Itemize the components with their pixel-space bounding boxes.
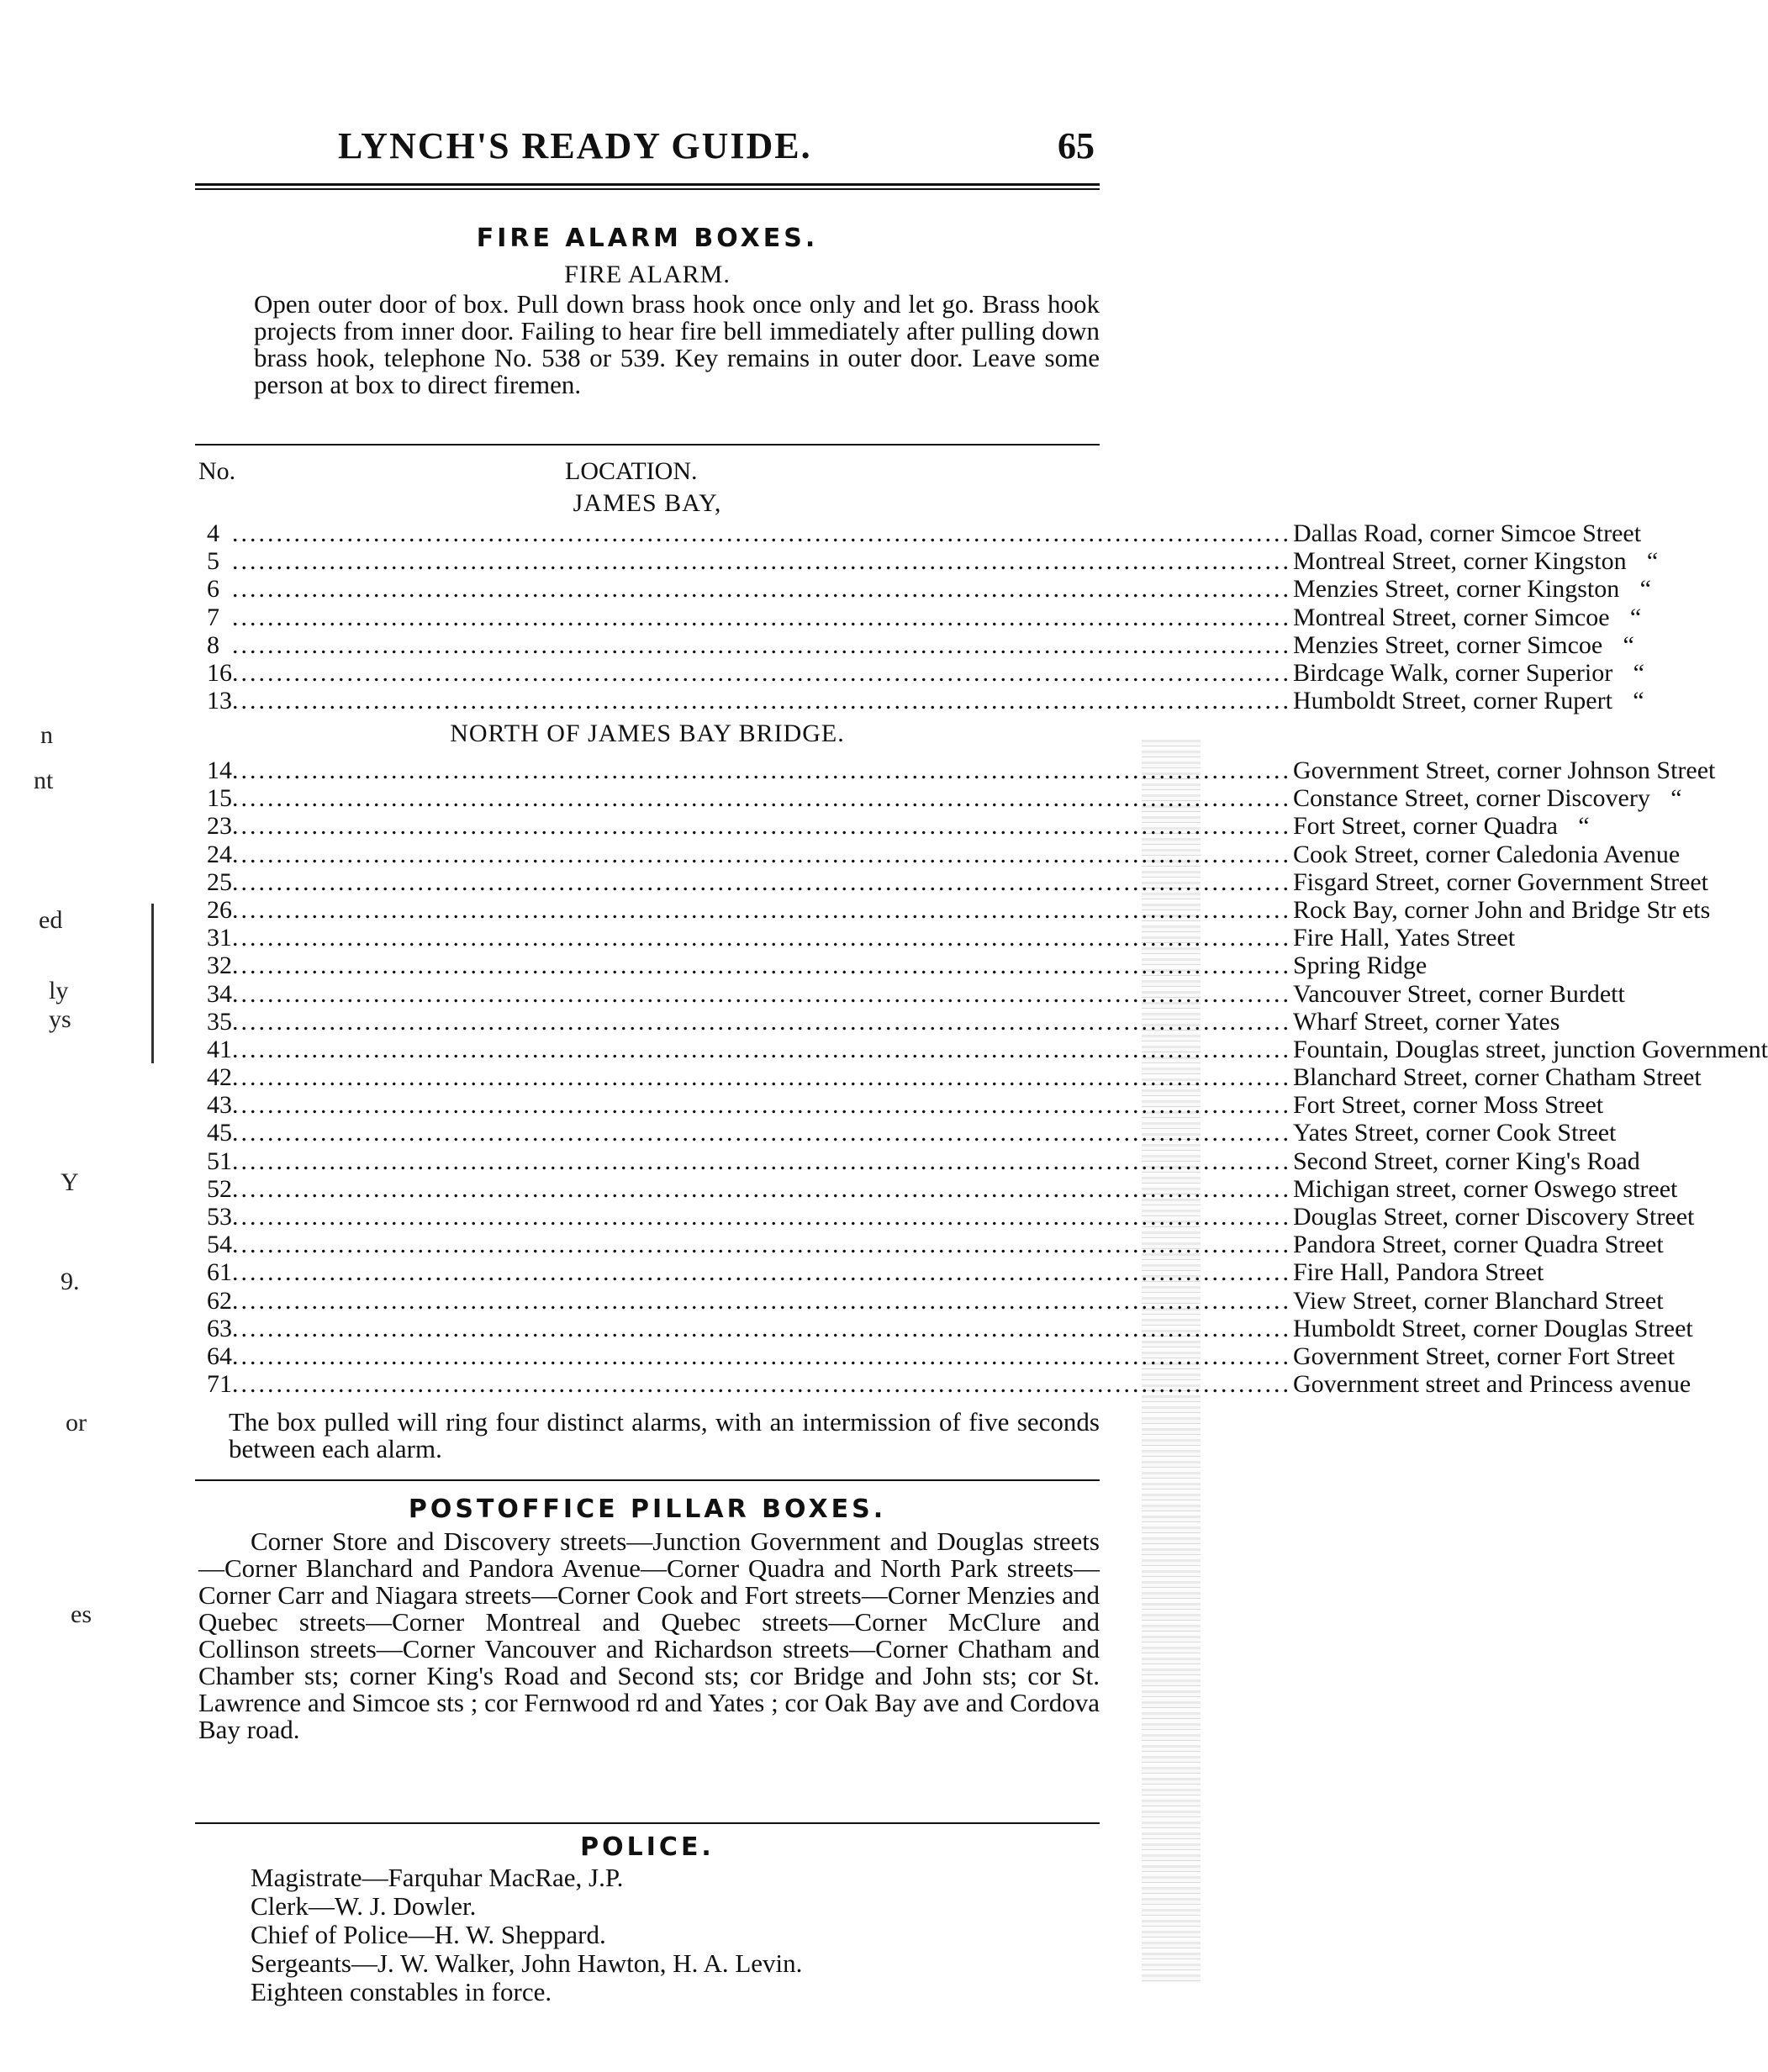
leader-dots: ........................................................................................................................ [232, 1203, 1291, 1231]
margin-fragment: ys [49, 1005, 71, 1033]
box-location: Vancouver Street, corner Burdett [1293, 979, 1625, 1008]
fire-box-entry [207, 979, 1625, 1008]
leader-dots: ........................................................................................................................ [232, 1231, 1291, 1259]
header-rule [195, 183, 1100, 190]
police-heading: POLICE. [580, 1832, 715, 1862]
leader-dots: ........................................................................................................................ [232, 1174, 1291, 1203]
ditto-mark: “ [1670, 784, 1682, 813]
ditto-mark: “ [1639, 575, 1651, 604]
fire-alarm-heading: FIRE ALARM BOXES. [476, 224, 819, 253]
box-number: 45 [207, 1119, 232, 1147]
police-line: Sergeants—J. W. Walker, John Hawton, H. A. Levin. [251, 1948, 803, 1978]
leader-dots: ........................................................................................................................ [232, 1286, 1291, 1315]
police-line: Magistrate—Farquhar MacRae, J.P. [251, 1863, 624, 1892]
leader-dots: ........................................................................................................................ [232, 952, 1291, 980]
box-location: Dallas Road, corner Simcoe Street [1293, 519, 1642, 547]
leader-dots: ........................................................................................................................ [232, 1147, 1291, 1175]
box-location: Yates Street, corner Cook Street [1293, 1119, 1617, 1147]
box-number: 16 [207, 658, 232, 687]
box-location: Fort Street, corner Moss Street [1293, 1091, 1604, 1120]
ditto-mark: “ [1629, 603, 1642, 631]
fire-box-entry [207, 1258, 1544, 1287]
leader-dots: ........................................................................................................................ [232, 1091, 1291, 1120]
box-location: Humboldt Street, corner Douglas Street [1293, 1314, 1693, 1342]
box-location: Wharf Street, corner Yates [1293, 1007, 1560, 1036]
fire-box-entry [207, 1007, 1560, 1036]
box-number: 63 [207, 1314, 232, 1342]
fire-box-entry [207, 1119, 1617, 1147]
margin-fragment: n [40, 721, 53, 749]
fire-box-entry [207, 1091, 1604, 1120]
box-number: 26 [207, 895, 232, 924]
section-rule [195, 1822, 1100, 1824]
fire-box-entry [207, 1286, 1664, 1315]
section-rule [195, 1479, 1100, 1481]
leader-dots: ........................................................................................................................ [232, 757, 1291, 784]
leader-dots: ........................................................................................................................ [232, 603, 1291, 631]
leader-dots: ........................................................................................................................ [232, 547, 1291, 576]
fire-box-entry [207, 1063, 1702, 1092]
box-number: 41 [207, 1035, 232, 1063]
box-number: 5 [207, 547, 219, 576]
box-location: Cook Street, corner Caledonia Avenue [1293, 840, 1681, 868]
box-location: Government Street, corner Fort Street [1293, 1342, 1676, 1370]
leader-dots: ........................................................................................................................ [232, 1342, 1291, 1370]
leader-dots: ........................................................................................................................ [232, 1007, 1291, 1036]
ditto-mark: “ [1633, 687, 1644, 715]
margin-fragment: 9. [61, 1268, 80, 1295]
box-number: 31 [207, 924, 232, 952]
box-number: 4 [207, 519, 219, 547]
fire-box-entry [207, 867, 1709, 896]
box-number: 54 [207, 1231, 232, 1259]
leader-dots: ........................................................................................................................ [232, 867, 1291, 896]
fire-box-entry [207, 1342, 1676, 1370]
box-number: 61 [207, 1258, 232, 1287]
box-number: 53 [207, 1203, 232, 1231]
group-title-james-bay: JAMES BAY, [573, 489, 722, 517]
box-number: 13 [207, 687, 232, 715]
box-number: 6 [207, 575, 219, 604]
box-number: 23 [207, 812, 232, 841]
margin-fragment: es [71, 1600, 92, 1628]
margin-fragment: ly [49, 977, 69, 1004]
fire-box-entry [207, 895, 1711, 924]
box-location: Government Street, corner Johnson Street [1293, 757, 1716, 784]
box-location: Montreal Street, corner Simcoe [1293, 603, 1610, 631]
fire-box-entry [207, 575, 1651, 604]
police-line: Chief of Police—H. W. Sheppard. [251, 1920, 606, 1949]
box-location: Menzies Street, corner Simcoe [1293, 630, 1603, 659]
box-location: Blanchard Street, corner Chatham Street [1293, 1063, 1702, 1092]
fire-box-entry [207, 757, 1716, 784]
fire-box-entry [207, 840, 1681, 868]
box-number: 25 [207, 867, 232, 896]
leader-dots: ........................................................................................................................ [232, 784, 1291, 813]
box-number: 24 [207, 840, 232, 868]
margin-fragment: or [66, 1409, 87, 1437]
box-number: 51 [207, 1147, 232, 1175]
fire-box-entry [207, 1147, 1640, 1175]
margin-fragment: ed [39, 906, 63, 934]
column-header-location: LOCATION. [565, 457, 698, 485]
box-location: Menzies Street, corner Kingston [1293, 575, 1620, 604]
fire-box-entry [207, 630, 1634, 659]
box-location: Constance Street, corner Discovery [1293, 784, 1650, 813]
leader-dots: ........................................................................................................................ [232, 895, 1291, 924]
margin-bar [151, 904, 154, 1063]
box-location: Birdcage Walk, corner Superior [1293, 658, 1613, 687]
margin-fragment: Y [61, 1168, 79, 1196]
fire-box-entry [207, 784, 1682, 813]
fire-alarm-note: The box pulled will ring four distinct alarms, with an intermission of five seconds between each alarm. [229, 1407, 1100, 1463]
fire-box-entry [207, 519, 1642, 547]
fire-box-entry [207, 1174, 1678, 1203]
postoffice-text: Corner Store and Discovery streets—Junction Government and Douglas streets—Corner Blanchard and Pandora Avenue—Corner Quadra and North Park streets—Corner Carr and Niagara streets—Corner Cook and Fort streets—Corner Menzies and Quebec streets—Corner Montreal and Quebec streets—Corner McClure and Collinson streets—Corner Vancouver and Richardson streets—Corner Chatham and Chamber sts; corner King's Road and Second sts; cor Bridge and John sts; cor St. Lawrence and Simcoe sts ; cor Fernwood rd and Yates ; cor Oak Bay ave and Cordova Bay road. [198, 1526, 1100, 1744]
box-location: Government street and Princess avenue [1293, 1370, 1691, 1399]
fire-box-list-james-bay [207, 519, 1659, 715]
leader-dots: ........................................................................................................................ [232, 630, 1291, 659]
fire-box-entry [207, 952, 1428, 980]
box-number: 42 [207, 1063, 232, 1092]
fire-box-entry [207, 603, 1642, 631]
box-location: Fort Street, corner Quadra [1293, 812, 1558, 841]
leader-dots: ........................................................................................................................ [232, 519, 1291, 547]
box-location: Fire Hall, Pandora Street [1293, 1258, 1544, 1287]
box-location: Second Street, corner King's Road [1293, 1147, 1640, 1175]
group-title-north-of-bridge: NORTH OF JAMES BAY BRIDGE. [450, 720, 845, 747]
fire-box-entry [207, 1035, 1768, 1063]
running-title: LYNCH'S READY GUIDE. [338, 125, 812, 166]
police-line: Clerk—W. J. Dowler. [251, 1891, 477, 1921]
fire-alarm-instructions: Open outer door of box. Pull down brass hook once only and let go. Brass hook projects from inner door. Failing to hear fire bell immediately after pulling down brass hook, telephone No. 538 or 539. Key remains in outer door. Leave some person at box to direct firemen. [254, 289, 1100, 399]
box-number: 64 [207, 1342, 232, 1370]
margin-fragment: nt [34, 767, 54, 794]
box-location: Douglas Street, corner Discovery Street [1293, 1203, 1695, 1231]
box-number: 71 [207, 1370, 232, 1399]
box-location: Fountain, Douglas street, junction Government [1293, 1035, 1768, 1063]
postoffice-heading: POSTOFFICE PILLAR BOXES. [408, 1495, 887, 1524]
fire-box-entry [207, 1314, 1693, 1342]
box-number: 34 [207, 979, 232, 1008]
box-location: Spring Ridge [1293, 952, 1428, 980]
box-number: 52 [207, 1174, 232, 1203]
leader-dots: ........................................................................................................................ [232, 840, 1291, 868]
ditto-mark: “ [1578, 812, 1590, 841]
ditto-mark: “ [1623, 630, 1634, 659]
page-number: 65 [1058, 125, 1095, 166]
box-location: Pandora Street, corner Quadra Street [1293, 1231, 1664, 1259]
box-location: Rock Bay, corner John and Bridge Str ets [1293, 895, 1711, 924]
box-number: 32 [207, 952, 232, 980]
fire-box-entry [207, 687, 1644, 715]
leader-dots: ........................................................................................................................ [232, 979, 1291, 1008]
fire-box-list-north [207, 757, 1768, 1399]
box-number: 35 [207, 1007, 232, 1036]
leader-dots: ........................................................................................................................ [232, 687, 1291, 715]
box-number: 7 [207, 603, 219, 631]
box-location: View Street, corner Blanchard Street [1293, 1286, 1664, 1315]
ditto-mark: “ [1633, 658, 1644, 687]
fire-box-entry [207, 924, 1516, 952]
leader-dots: ........................................................................................................................ [232, 1119, 1291, 1147]
leader-dots: ........................................................................................................................ [232, 658, 1291, 687]
box-location: Montreal Street, corner Kingston [1293, 547, 1627, 576]
leader-dots: ........................................................................................................................ [232, 1258, 1291, 1287]
fire-box-entry [207, 812, 1590, 841]
box-location: Michigan street, corner Oswego street [1293, 1174, 1678, 1203]
leader-dots: ........................................................................................................................ [232, 812, 1291, 841]
fire-box-entry [207, 547, 1659, 576]
fire-box-entry [207, 1231, 1664, 1259]
leader-dots: ........................................................................................................................ [232, 1370, 1291, 1399]
leader-dots: ........................................................................................................................ [232, 1035, 1291, 1063]
box-number: 14 [207, 757, 232, 784]
police-line: Eighteen constables in force. [251, 1977, 552, 2006]
leader-dots: ........................................................................................................................ [232, 1314, 1291, 1342]
box-location: Fisgard Street, corner Government Street [1293, 867, 1709, 896]
running-header [195, 124, 1103, 175]
box-location: Fire Hall, Yates Street [1293, 924, 1516, 952]
fire-alarm-subheading: FIRE ALARM. [564, 261, 731, 288]
column-header-no: No. [198, 457, 236, 485]
leader-dots: ........................................................................................................................ [232, 1063, 1291, 1092]
leader-dots: ........................................................................................................................ [232, 575, 1291, 604]
leader-dots: ........................................................................................................................ [232, 924, 1291, 952]
box-number: 43 [207, 1091, 232, 1120]
fire-box-entry [207, 1370, 1691, 1399]
ditto-mark: “ [1646, 547, 1659, 576]
box-number: 62 [207, 1286, 232, 1315]
fire-box-entry [207, 1203, 1695, 1231]
box-location: Humboldt Street, corner Rupert [1293, 687, 1612, 715]
box-number: 8 [207, 630, 219, 659]
section-rule [195, 444, 1100, 446]
box-number: 15 [207, 784, 232, 813]
fire-box-entry [207, 658, 1644, 687]
